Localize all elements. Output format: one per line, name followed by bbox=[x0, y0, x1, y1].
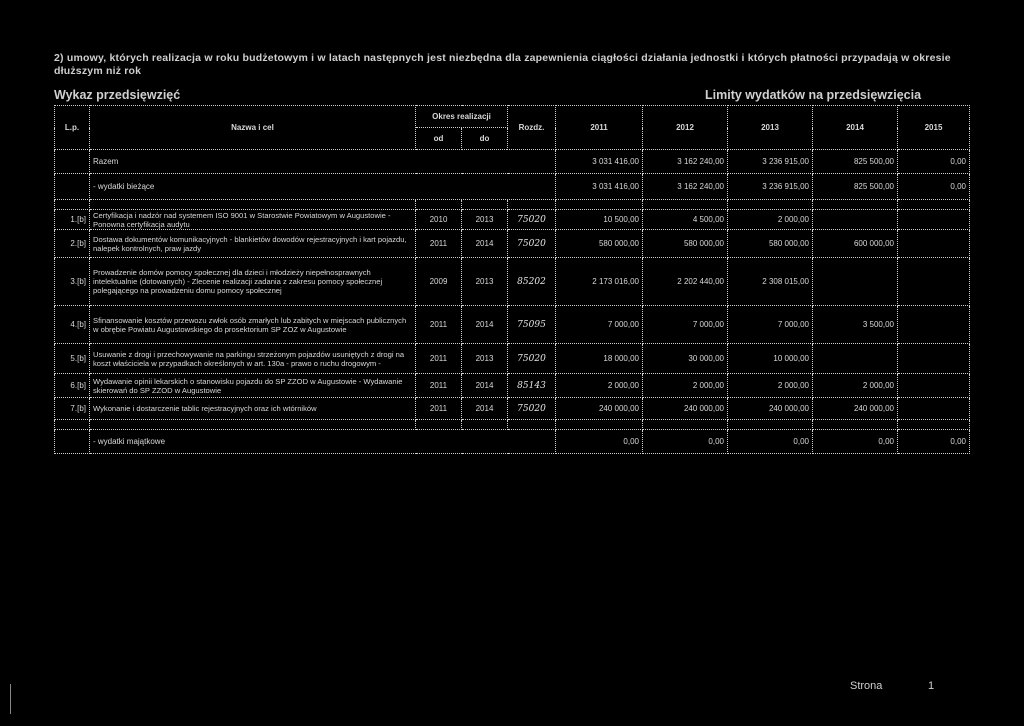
table-row bbox=[55, 374, 970, 398]
row-2013: 2 000,00 bbox=[728, 210, 813, 230]
row-2015 bbox=[898, 258, 970, 306]
row-2011: 10 500,00 bbox=[556, 210, 643, 230]
row-2015 bbox=[898, 306, 970, 344]
header-2011: 2011 bbox=[556, 106, 643, 150]
row-code: 75020 bbox=[508, 398, 556, 420]
row-2013: 7 000,00 bbox=[728, 306, 813, 344]
header-class: Rozdz. bbox=[508, 106, 556, 150]
row-2012: 2 000,00 bbox=[643, 374, 728, 398]
current-expenses-row bbox=[55, 174, 970, 200]
row-lp: 5.[b] bbox=[55, 344, 90, 374]
row-2011: 240 000,00 bbox=[556, 398, 643, 420]
row-2014 bbox=[813, 210, 898, 230]
total-2013: 3 236 915,00 bbox=[728, 150, 813, 174]
row-to: 2014 bbox=[462, 306, 508, 344]
row-to: 2013 bbox=[462, 210, 508, 230]
row-2014: 600 000,00 bbox=[813, 230, 898, 258]
row-2015 bbox=[898, 344, 970, 374]
row-2015 bbox=[898, 374, 970, 398]
row-2013: 240 000,00 bbox=[728, 398, 813, 420]
row-code: 85202 bbox=[508, 258, 556, 306]
row-2013: 10 000,00 bbox=[728, 344, 813, 374]
table-row bbox=[55, 230, 970, 258]
row-2013: 2 000,00 bbox=[728, 374, 813, 398]
row-lp: 2.[b] bbox=[55, 230, 90, 258]
row-2011: 2 000,00 bbox=[556, 374, 643, 398]
row-from: 2011 bbox=[416, 230, 462, 258]
header-2014: 2014 bbox=[813, 106, 898, 150]
row-2012: 2 202 440,00 bbox=[643, 258, 728, 306]
row-name: Prowadzenie domów pomocy społecznej dla dzieci i młodzieży niepełnosprawnych intelektualnie (dotowanych) - Zlecenie realizacji zadania z zakresu pomocy społecznej polegającego na prowadzeniu domu pomocy społecznej bbox=[90, 258, 416, 306]
row-lp: 1.[b] bbox=[55, 210, 90, 230]
row-2012: 7 000,00 bbox=[643, 306, 728, 344]
total-2012: 3 162 240,00 bbox=[643, 150, 728, 174]
row-code: 75020 bbox=[508, 230, 556, 258]
current-2015: 0,00 bbox=[898, 174, 970, 200]
row-2015 bbox=[898, 210, 970, 230]
row-from: 2011 bbox=[416, 344, 462, 374]
header-to: do bbox=[462, 128, 508, 150]
footer-page-label: Strona bbox=[850, 680, 883, 692]
header-period: Okres realizacji bbox=[416, 106, 508, 128]
spacer-row bbox=[55, 420, 970, 430]
header-2012: 2012 bbox=[643, 106, 728, 150]
header-2013: 2013 bbox=[728, 106, 813, 150]
footer-page-number: 1 bbox=[928, 680, 935, 692]
total-2015: 0,00 bbox=[898, 150, 970, 174]
current-2013: 3 236 915,00 bbox=[728, 174, 813, 200]
row-name: Wydawanie opinii lekarskich o stanowisku pojazdu do SP ZZOD w Augustowie - Wydawanie skierowań do SP ZZOD w Augustowie bbox=[90, 374, 416, 398]
row-code: 75020 bbox=[508, 210, 556, 230]
row-2011: 7 000,00 bbox=[556, 306, 643, 344]
row-lp: 6.[b] bbox=[55, 374, 90, 398]
row-2014: 240 000,00 bbox=[813, 398, 898, 420]
row-2011: 580 000,00 bbox=[556, 230, 643, 258]
document-heading: 2) umowy, których realizacja w roku budżetowym i w latach następnych jest niezbędna dla zapewnienia ciągłości działania jednostki i których płatności przypadają w okresie dłuższym niż rok bbox=[54, 52, 951, 77]
row-2013: 2 308 015,00 bbox=[728, 258, 813, 306]
row-from: 2009 bbox=[416, 258, 462, 306]
total-2014: 825 500,00 bbox=[813, 150, 898, 174]
current-2014: 825 500,00 bbox=[813, 174, 898, 200]
row-2015 bbox=[898, 398, 970, 420]
row-2014: 3 500,00 bbox=[813, 306, 898, 344]
table-row bbox=[55, 344, 970, 374]
capital-2011: 0,00 bbox=[556, 430, 643, 454]
row-to: 2014 bbox=[462, 398, 508, 420]
capital-2013: 0,00 bbox=[728, 430, 813, 454]
total-row bbox=[55, 150, 970, 174]
row-from: 2011 bbox=[416, 374, 462, 398]
capital-2012: 0,00 bbox=[643, 430, 728, 454]
row-2015 bbox=[898, 230, 970, 258]
table-row bbox=[55, 210, 970, 230]
row-2014 bbox=[813, 258, 898, 306]
current-expenses-label: - wydatki bieżące bbox=[90, 174, 556, 200]
capital-2014: 0,00 bbox=[813, 430, 898, 454]
row-2012: 580 000,00 bbox=[643, 230, 728, 258]
scan-edge-line bbox=[10, 684, 11, 714]
row-to: 2014 bbox=[462, 230, 508, 258]
row-to: 2013 bbox=[462, 258, 508, 306]
current-2011: 3 031 416,00 bbox=[556, 174, 643, 200]
row-lp: 4.[b] bbox=[55, 306, 90, 344]
row-name: Wykonanie i dostarczenie tablic rejestracyjnych oraz ich wtórników bbox=[90, 398, 416, 420]
header-from: od bbox=[416, 128, 462, 150]
list-title: Wykaz przedsięwzięć bbox=[54, 88, 181, 102]
row-name: Sfinansowanie kosztów przewozu zwłok osób zmarłych lub zabitych w miejscach publicznych w obrębie Powiatu Augustowskiego do prosektorium SP ZOZ w Augustowie bbox=[90, 306, 416, 344]
row-name: Dostawa dokumentów komunikacyjnych - blankietów dowodów rejestracyjnych i kart pojazdu, nalepek kontrolnych, praw jazdy bbox=[90, 230, 416, 258]
row-2011: 2 173 016,00 bbox=[556, 258, 643, 306]
table-row bbox=[55, 398, 970, 420]
total-2011: 3 031 416,00 bbox=[556, 150, 643, 174]
row-name: Usuwanie z drogi i przechowywanie na parkingu strzeżonym pojazdów usuniętych z drogi na koszt właściciela w przypadkach określonych w art. 130a - prawo o ruchu drogowym - bbox=[90, 344, 416, 374]
row-2012: 30 000,00 bbox=[643, 344, 728, 374]
row-lp: 7.[b] bbox=[55, 398, 90, 420]
header-2015: 2015 bbox=[898, 106, 970, 150]
header-name: Nazwa i cel bbox=[90, 106, 416, 150]
total-label: Razem bbox=[90, 150, 556, 174]
row-from: 2011 bbox=[416, 306, 462, 344]
row-name: Certyfikacja i nadzór nad systemem ISO 9001 w Starostwie Powiatowym w Augustowie - Ponowna certyfikacja audytu bbox=[90, 210, 416, 230]
header-row bbox=[55, 106, 970, 128]
row-code: 75095 bbox=[508, 306, 556, 344]
projects-table bbox=[54, 105, 970, 454]
row-code: 85143 bbox=[508, 374, 556, 398]
row-2012: 240 000,00 bbox=[643, 398, 728, 420]
capital-expenses-row bbox=[55, 430, 970, 454]
limits-title: Limity wydatków na przedsięwzięcia bbox=[705, 88, 922, 102]
spacer-row bbox=[55, 200, 970, 210]
row-2014 bbox=[813, 344, 898, 374]
capital-expenses-label: - wydatki majątkowe bbox=[90, 430, 556, 454]
table-row bbox=[55, 306, 970, 344]
capital-2015: 0,00 bbox=[898, 430, 970, 454]
row-2014: 2 000,00 bbox=[813, 374, 898, 398]
row-to: 2013 bbox=[462, 344, 508, 374]
row-code: 75020 bbox=[508, 344, 556, 374]
current-2012: 3 162 240,00 bbox=[643, 174, 728, 200]
row-from: 2011 bbox=[416, 398, 462, 420]
header-lp: L.p. bbox=[55, 106, 90, 150]
row-2012: 4 500,00 bbox=[643, 210, 728, 230]
row-lp: 3.[b] bbox=[55, 258, 90, 306]
row-2013: 580 000,00 bbox=[728, 230, 813, 258]
row-2011: 18 000,00 bbox=[556, 344, 643, 374]
table-row bbox=[55, 258, 970, 306]
row-from: 2010 bbox=[416, 210, 462, 230]
row-to: 2014 bbox=[462, 374, 508, 398]
